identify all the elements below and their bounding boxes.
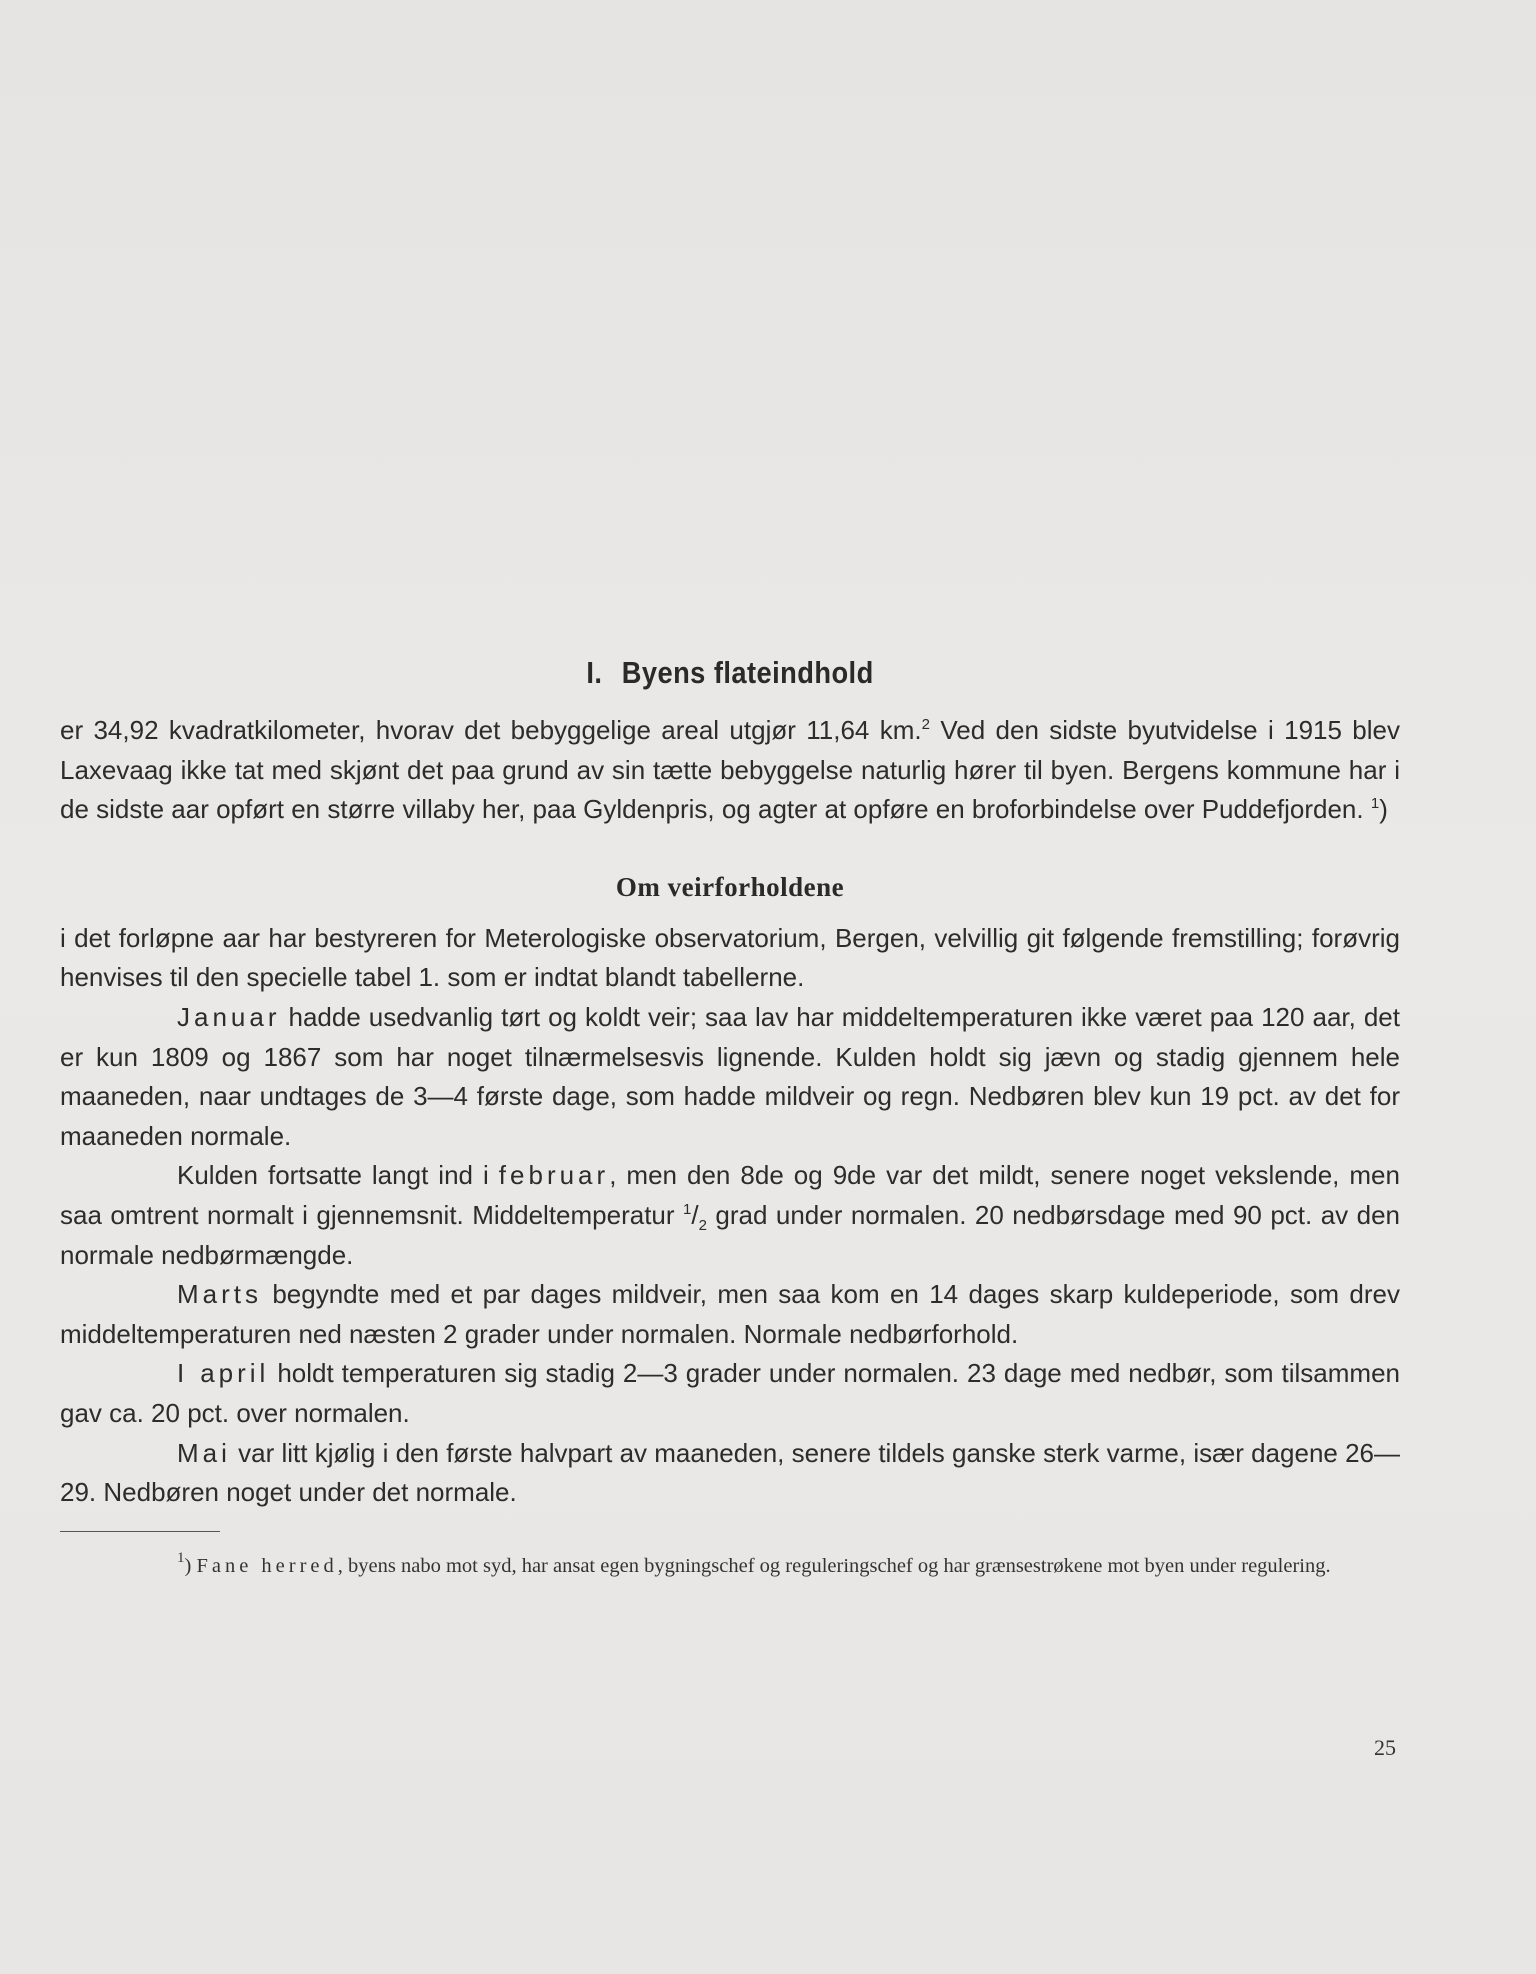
footnote	[60, 1548, 1400, 1584]
paragraph-marts	[60, 1275, 1400, 1354]
month-name: Mai	[177, 1437, 231, 1468]
paragraph-area	[60, 711, 1400, 830]
paragraph-april	[60, 1354, 1400, 1433]
footnote-divider	[60, 1531, 220, 1532]
month-name: februar	[498, 1160, 610, 1191]
paragraph-text: Ved den sidste byutvidelse i 1915 blev Laxevaag ikke tat med skjønt det paa grund av sin tætte bebyggelse naturlig hører til byen. Bergens kommune har i de sidste aar opført en større villaby her, paa Gyldenpris, og agter at opføre en broforbindelse over Puddefjorden.	[60, 715, 1401, 825]
paragraph-text: hadde usedvanlig tørt og koldt veir; saa lav har middeltemperaturen ikke været paa 120 aar, det er kun 1809 og 1867 som har noget tilnærmelsesvis lignende. Kulden holdt sig jævn og stadig gjennem hele maaneden, naar undtages de 3—4 første dage, som hadde mildveir og regn. Nedbøren blev kun 19 pct. av det for maaneden normale.	[60, 1001, 1400, 1151]
section-heading	[140, 655, 1319, 691]
paragraph-text: grad under normalen. 20 nedbørsdage med 90 pct. av den normale nedbørmængde.	[60, 1199, 1400, 1270]
paragraph-text: var litt kjølig i den første halvpart av maaneden, senere tildels ganske sterk varme, især dagene 26—29. Nedbøren noget under det normale.	[60, 1437, 1401, 1508]
fraction-numerator: 1	[683, 1200, 692, 1218]
subsection-heading: Om veirforholdene	[615, 871, 845, 902]
paragraph-intro: i det forløpne aar har bestyreren for Meterologiske observatorium, Bergen, velvillig git følgende fremstilling; forøvrig henvises til den specielle tabel 1. som er indtat blandt tabellerne.	[60, 922, 1400, 993]
footnote-reference: 1	[1370, 795, 1380, 813]
section-number: I.	[586, 655, 603, 690]
footnote-marker-paren: )	[184, 1554, 192, 1577]
superscript-exponent: 2	[921, 716, 930, 733]
month-name: I april	[177, 1358, 270, 1389]
paragraph-text: , men den 8de og 9de var det mildt, senere noget vekslende, men saa omtrent normalt i gjennemsnit. Middeltemperatur	[60, 1160, 1400, 1230]
paragraph-text: holdt temperaturen sig stadig 2—3 grader under normalen. 23 dage med nedbør, som tilsammen gav ca. 20 pct. over normalen.	[60, 1358, 1401, 1428]
paragraph-februar: Kulden fortsatte langt ind i februar, men den 8de og 9de var det mildt, senere noget vekslende, men saa omtrent normalt i gjennemsnit. Middeltemperatur $^1/_2$ grad under normalen. 20 nedbørsdage med 90 pct. av den normale nedbørmængde.	[60, 1160, 1400, 1270]
month-name: Januar	[177, 1001, 281, 1032]
paragraph-text: begyndte med et par dages mildveir, men saa kom en 14 dages skarp kuldeperiode, som drev middeltemperaturen ned næsten 2 grader under normalen. Normale nedbørforhold.	[60, 1279, 1400, 1349]
paragraph-text: Kulden fortsatte langt ind i	[177, 1160, 499, 1191]
footnote-text: , byens nabo mot syd, har ansat egen bygningschef og reguleringschef og har grænsestrøkene mot byen under regulering.	[337, 1554, 1331, 1577]
paragraph-januar	[60, 998, 1400, 1156]
paragraph-mai	[60, 1434, 1400, 1513]
section-title: Byens flateindhold	[621, 655, 874, 690]
footnote-paren: )	[1379, 794, 1388, 825]
page-content	[60, 655, 1400, 1584]
fraction-denominator: 2	[698, 1217, 707, 1235]
paragraph-text: er 34,92 kvadratkilometer, hvorav det bebyggelige areal utgjør 11,64 km.	[60, 715, 922, 745]
page-number: 25	[1374, 1735, 1396, 1760]
footnote-marker: 1	[177, 1549, 185, 1566]
footnote-name: Fane herred	[196, 1554, 338, 1577]
month-name: Marts	[177, 1279, 262, 1310]
